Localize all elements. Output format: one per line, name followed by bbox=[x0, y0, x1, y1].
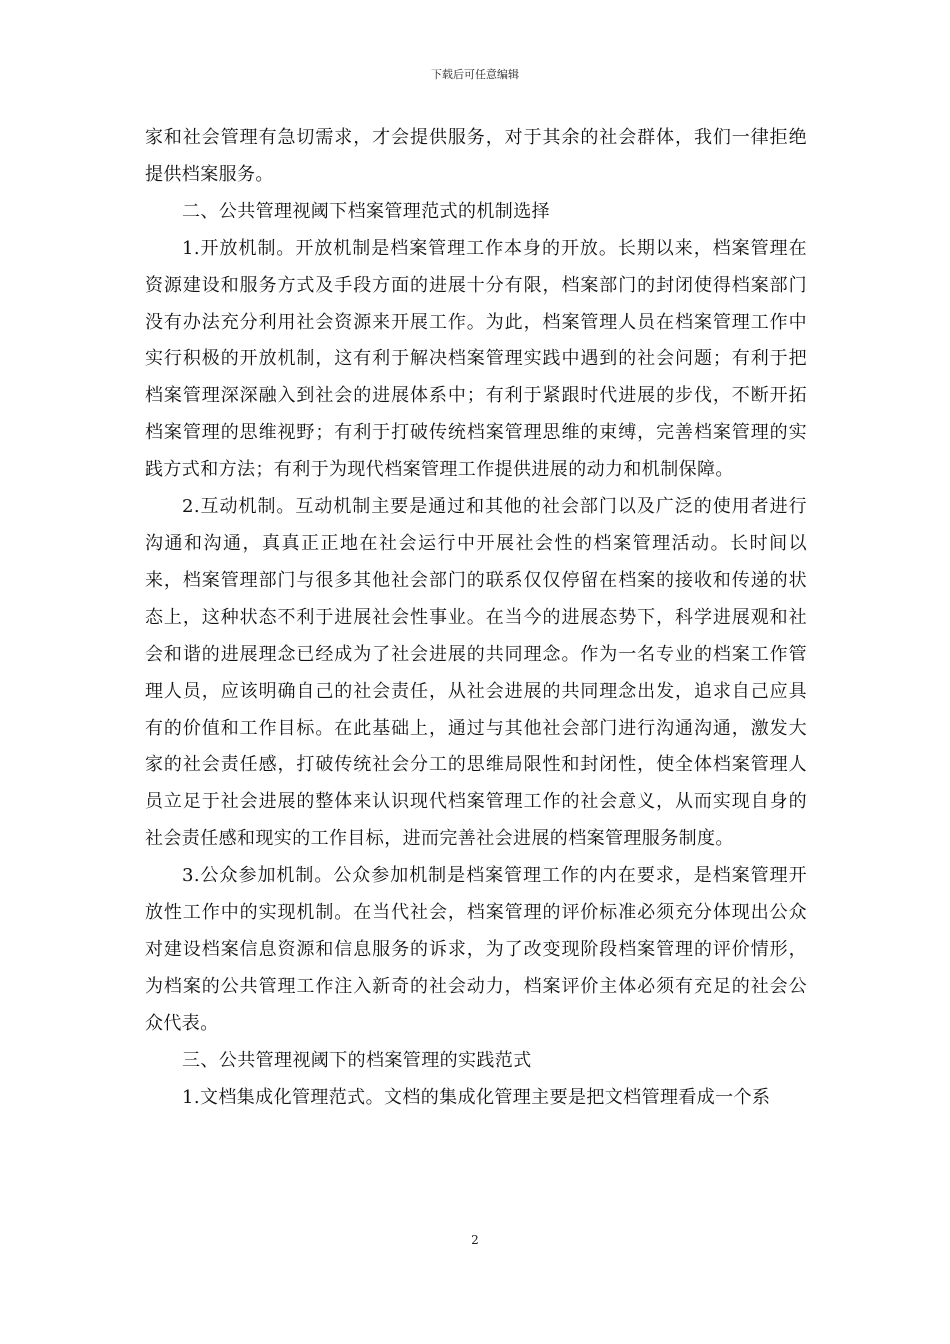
paragraph-public-participation: 3.公众参加机制。公众参加机制是档案管理工作的内在要求，是档案管理开放性工作中的实现机制。在当代社会，档案管理的评价标准必须充分体现出公众对建设档案信息资源和信息服务的诉求，为了改变现阶段档案管理的评价情形，为档案的公共管理工作注入新奇的社会动力，档案评价主体必须有充足的社会公众代表。 bbox=[145, 865, 807, 1034]
document-body bbox=[145, 120, 807, 1116]
paragraph-open-mechanism: 1.开放机制。开放机制是档案管理工作本身的开放。长期以来，档案管理在资源建设和服务方式及手段方面的进展十分有限，档案部门的封闭使得档案部门没有办法充分利用社会资源来开展工作。为此，档案管理人员在档案管理工作中实行积极的开放机制，这有利于解决档案管理实践中遇到的社会问题；有利于把档案管理深深融入到社会的进展体系中；有利于紧跟时代进展的步伐，不断开拓档案管理的思维视野；有利于打破传统档案管理思维的束缚，完善档案管理的实践方式和方法；有利于为现代档案管理工作提供进展的动力和机制保障。 bbox=[145, 237, 807, 481]
section-heading-three: 三、公共管理视阈下的档案管理的实践范式 bbox=[182, 1049, 532, 1071]
page-header: 下载后可任意编辑 bbox=[431, 68, 519, 81]
paragraph-document-integration: 1.文档集成化管理范式。文档的集成化管理主要是把文档管理看成一个系 bbox=[182, 1086, 771, 1108]
paragraph-interaction-mechanism: 2.互动机制。互动机制主要是通过和其他的社会部门以及广泛的使用者进行沟通和沟通，真真正正地在社会运行中开展社会性的档案管理活动。长时间以来，档案管理部门与很多其他社会部门的联系仅仅停留在档案的接收和传递的状态上，这种状态不利于进展社会性事业。在当今的进展态势下，科学进展观和社会和谐的进展理念已经成为了社会进展的共同理念。作为一名专业的档案工作管理人员，应该明确自己的社会责任，从社会进展的共同理念出发，追求自己应具有的价值和工作目标。在此基础上，通过与其他社会部门进行沟通沟通，激发大家的社会责任感，打破传统社会分工的思维局限性和封闭性，使全体档案管理人员立足于社会进展的整体来认识现代档案管理工作的社会意义，从而实现自身的社会责任感和现实的工作目标，进而完善社会进展的档案管理服务制度。 bbox=[145, 496, 807, 850]
page-number: 2 bbox=[471, 1233, 479, 1247]
paragraph-continued: 家和社会管理有急切需求，才会提供服务，对于其余的社会群体，我们一律拒绝提供档案服务。 bbox=[145, 127, 807, 185]
section-heading-two: 二、公共管理视阈下档案管理范式的机制选择 bbox=[182, 200, 550, 222]
